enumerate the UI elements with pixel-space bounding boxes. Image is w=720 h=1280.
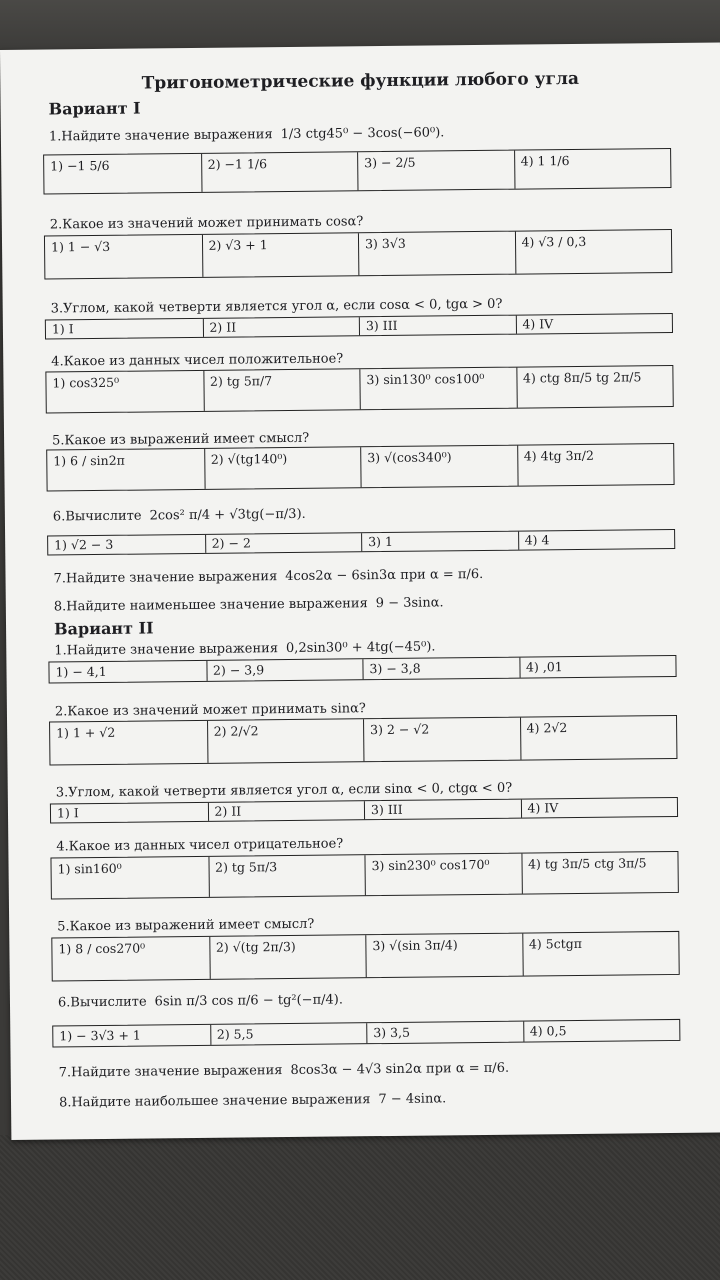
- q-text: 7.Найдите значение выражения: [58, 1063, 283, 1081]
- option[interactable]: 2) II: [207, 801, 364, 821]
- option[interactable]: 4) ctg 8π/5 tg 2π/5: [516, 366, 673, 408]
- option[interactable]: 3) III: [359, 316, 516, 336]
- q-text: 4.Какое из данных чисел положительное?: [51, 351, 344, 370]
- option[interactable]: 3) sin130⁰ cos100⁰: [359, 368, 516, 410]
- v1-q2-options: [44, 229, 672, 280]
- q-text: 8.Найдите наибольшее значение выражения: [58, 1092, 371, 1111]
- v2-q6-options: [52, 1019, 680, 1048]
- option[interactable]: 3) − 3,8: [362, 658, 519, 680]
- option[interactable]: 3) − 2/5: [357, 151, 514, 191]
- q-expr: 7 − 4sinα.: [378, 1091, 447, 1108]
- option[interactable]: 1) I: [56, 805, 79, 821]
- option[interactable]: 3) 2 − √2: [363, 718, 520, 762]
- option[interactable]: 1) − 3√3 + 1: [59, 1027, 141, 1044]
- q-expr: 1/3 ctg45⁰ − 3cos(−60⁰).: [280, 125, 445, 143]
- v1-q4-options: [45, 365, 673, 414]
- option[interactable]: 4) ,01: [519, 656, 676, 678]
- option[interactable]: 2) −1 1/6: [201, 152, 358, 192]
- q-text: 2.Какое из значений может принимать cosα?: [49, 214, 364, 233]
- v1-q8: [54, 595, 444, 614]
- v1-q3: [51, 297, 503, 317]
- option[interactable]: 1) −1 5/6: [50, 157, 110, 174]
- option[interactable]: 2) − 3,9: [206, 659, 363, 681]
- v2-q5: [57, 917, 314, 935]
- option[interactable]: 1) cos325⁰: [52, 374, 120, 391]
- v2-q4-options: [50, 851, 678, 900]
- option[interactable]: 1) 1 − √3: [50, 238, 111, 255]
- page-title: Тригонометрические функции любого угла: [141, 68, 580, 94]
- v2-q7: [59, 1061, 510, 1081]
- v1-q6-options: [47, 529, 675, 556]
- option[interactable]: 1) I: [51, 321, 74, 337]
- option[interactable]: 4) 0,5: [523, 1020, 680, 1042]
- option[interactable]: 2) √3 + 1: [201, 233, 358, 277]
- option[interactable]: 1) √2 − 3: [54, 536, 114, 553]
- v1-q3-options: [45, 313, 673, 340]
- v2-q6: [58, 992, 343, 1010]
- option[interactable]: 3) √(sin 3π/4): [365, 934, 522, 978]
- option[interactable]: 2) − 2: [205, 533, 362, 553]
- v1-q5-options: [46, 443, 674, 492]
- option[interactable]: 1) 8 / cos270⁰: [58, 940, 146, 957]
- option[interactable]: 1) − 4,1: [55, 663, 107, 680]
- q-text: 4.Какое из данных чисел отрицательное?: [56, 836, 344, 855]
- option[interactable]: 1) 6 / sin2π: [53, 452, 125, 469]
- option[interactable]: 4) √3 / 0,3: [514, 230, 671, 274]
- v2-q3: [56, 781, 513, 801]
- q-text: 2.Какое из значений может принимать sinα?: [54, 701, 366, 720]
- q-expr: 0,2sin30⁰ + 4tg(−45⁰).: [285, 639, 436, 657]
- option[interactable]: 4) IV: [520, 798, 677, 818]
- option[interactable]: 4) tg 3π/5 ctg 3π/5: [521, 852, 678, 894]
- option[interactable]: 4) 4: [518, 530, 675, 550]
- v1-q1-options: [43, 148, 671, 195]
- option[interactable]: 4) 5ctgπ: [522, 932, 679, 976]
- option[interactable]: 4) 4tg 3π/2: [517, 444, 674, 486]
- v2-q3-options: [50, 797, 678, 824]
- v2-q4: [56, 836, 343, 854]
- option[interactable]: 4) IV: [515, 314, 672, 334]
- variant-2-heading: Вариант II: [53, 618, 154, 639]
- q-text: 3.Углом, какой четверти является угол α, если sinα < 0, ctgα < 0?: [55, 780, 513, 801]
- option[interactable]: 3) 3√3: [358, 232, 515, 276]
- v1-q2: [50, 214, 364, 232]
- q-text: 8.Найдите наименьшее значение выражения: [53, 596, 368, 615]
- option[interactable]: 2) 2/√2: [207, 719, 364, 763]
- option[interactable]: 3) 3,5: [366, 1022, 523, 1044]
- q-text: 7.Найдите значение выражения: [53, 569, 278, 587]
- option[interactable]: 3) III: [364, 800, 521, 820]
- q-text: 3.Углом, какой четверти является угол α, если cosα < 0, tgα > 0?: [50, 296, 503, 317]
- option[interactable]: 4) 1 1/6: [514, 149, 671, 189]
- q-text: 6.Вычислите: [57, 994, 147, 1011]
- option[interactable]: 2) 5,5: [210, 1023, 367, 1045]
- worksheet-page: [0, 42, 720, 1139]
- q-text: 6.Вычислите: [52, 508, 142, 525]
- v1-q4: [51, 351, 343, 369]
- v1-q6: [53, 507, 306, 525]
- q-expr: 8cos3α − 4√3 sin2α при α = π/6.: [290, 1060, 510, 1079]
- v1-q5: [52, 431, 309, 449]
- option[interactable]: 4) 2√2: [520, 716, 677, 760]
- q-expr: 9 − 3sinα.: [375, 595, 444, 612]
- option[interactable]: 3) sin230⁰ cos170⁰: [364, 854, 521, 896]
- q-text: 5.Какое из выражений имеет смысл?: [52, 430, 310, 449]
- option[interactable]: 1) 1 + √2: [56, 724, 116, 741]
- option[interactable]: 2) II: [202, 317, 359, 337]
- q-text: 1.Найдите значение выражения: [48, 127, 273, 145]
- table-surface: [0, 1135, 720, 1280]
- q-expr: 4cos2α − 6sin3α при α = π/6.: [285, 566, 484, 585]
- option[interactable]: 1) sin160⁰: [57, 860, 122, 877]
- v2-q5-options: [51, 931, 679, 982]
- q-expr: 6sin π/3 cos π/6 − tg²(−π/4).: [154, 992, 344, 1010]
- option[interactable]: 3) √(cos340⁰): [360, 446, 517, 488]
- v2-q8: [59, 1091, 446, 1110]
- v2-q2: [55, 701, 366, 719]
- variant-1-heading: Вариант I: [48, 98, 141, 119]
- v2-q2-options: [49, 715, 677, 766]
- q-text: 5.Какое из выражений имеет смысл?: [57, 916, 315, 935]
- v2-q1: [54, 639, 435, 658]
- v1-q1: [49, 125, 445, 144]
- option[interactable]: 2) tg 5π/3: [208, 855, 365, 897]
- option[interactable]: 2) √(tg 2π/3): [209, 935, 366, 979]
- option[interactable]: 2) tg 5π/7: [203, 369, 360, 411]
- option[interactable]: 2) √(tg140⁰): [204, 447, 361, 489]
- q-expr: 2cos² π/4 + √3tg(−π/3).: [149, 506, 306, 524]
- v2-q1-options: [48, 655, 676, 684]
- option[interactable]: 3) 1: [361, 532, 518, 552]
- q-text: 1.Найдите значение выражения: [54, 641, 279, 659]
- v1-q7: [53, 567, 483, 586]
